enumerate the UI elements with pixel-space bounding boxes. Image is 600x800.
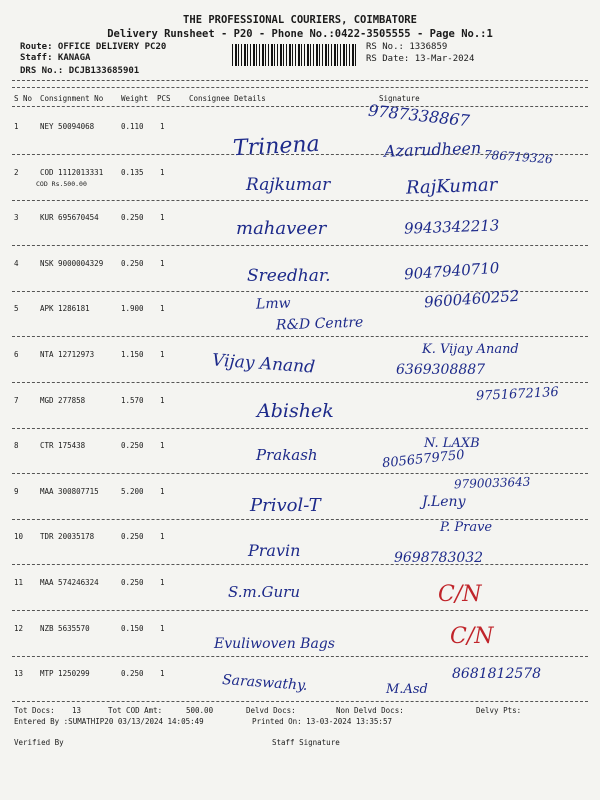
- handwritten-signature-line3: R&D Centre: [275, 314, 364, 334]
- handwritten-consignee: Trinena: [232, 131, 321, 162]
- row-pcs: 1: [160, 304, 165, 314]
- row-sno: 1: [14, 122, 19, 131]
- staff-label: Staff: KANAGA: [20, 53, 91, 63]
- row-consignment-no: NZB 5635570: [40, 623, 90, 633]
- row-weight: 1.570: [121, 395, 144, 405]
- tot-cod-value: 500.00: [186, 706, 214, 715]
- row-sno: 5: [14, 304, 19, 314]
- handwritten-signature-line2: 6369308887: [396, 362, 486, 378]
- row-sno: 11: [14, 578, 24, 587]
- handwritten-signature: RajKumar: [405, 174, 498, 199]
- delvd-docs: Delvd Docs:: [246, 706, 296, 715]
- row-divider: [12, 701, 588, 702]
- drs-number: DRS No.: DCJB133685901: [20, 66, 140, 76]
- col-consignment: Consignment No: [40, 94, 104, 103]
- runsheet-subtitle: Delivery Runsheet - P20 - Phone No.:0422-3505555 - Page No.:1: [107, 28, 493, 40]
- row-consignment-no: MGD 277858: [40, 395, 86, 405]
- verified-by: Verified By: [14, 738, 64, 747]
- row-consignment-no: TDR 20035178: [40, 532, 95, 542]
- handwritten-signature-line2: Azarudheen: [383, 138, 482, 161]
- handwritten-consignee: Privol-T: [250, 495, 321, 516]
- row-weight: 0.110: [121, 122, 144, 131]
- rs-number: RS No.: 1336859: [366, 42, 448, 52]
- row-sno: 12: [14, 623, 24, 633]
- row-sno: 6: [14, 350, 19, 359]
- row-sno: 7: [14, 395, 19, 405]
- row-consignment-no: COD 1112013331: [40, 167, 104, 177]
- row-pcs: 1: [160, 122, 165, 131]
- row-pcs: 1: [160, 623, 165, 633]
- handwritten-signature: 9600460252: [423, 286, 520, 312]
- row-consignment-no: MTP 1250299: [40, 669, 90, 679]
- row-pcs: 1: [160, 213, 165, 223]
- row-pcs: 1: [160, 441, 165, 451]
- row-consignment-no: CTR 175438: [40, 441, 86, 451]
- header-top-divider-2: [12, 87, 588, 88]
- row-weight: 0.250: [121, 213, 144, 223]
- handwritten-consignee: Vijay Anand: [211, 350, 316, 378]
- col-weight: Weight: [121, 94, 149, 103]
- handwritten-signature-line2: 8056579750: [381, 447, 466, 472]
- row-weight: 0.135: [121, 167, 144, 177]
- handwritten-signature: 9943342213: [403, 216, 500, 238]
- handwritten-consignee: S.m.Guru: [228, 583, 300, 601]
- row-sno: 2: [14, 167, 19, 177]
- staff-signature: Staff Signature: [272, 738, 340, 747]
- non-delvd-docs: Non Delvd Docs:: [336, 706, 404, 715]
- row-weight: 1.150: [121, 350, 144, 359]
- handwritten-signature-line3: 786719326: [483, 147, 554, 167]
- company-title: THE PROFESSIONAL COURIERS, COIMBATORE: [183, 14, 417, 26]
- handwritten-consignee: Prakash: [256, 446, 318, 464]
- row-sno: 8: [14, 441, 19, 451]
- handwritten-consignee: Pravin: [248, 541, 301, 560]
- row-consignment-no: KUR 695670454: [40, 213, 99, 223]
- row-pcs: 1: [160, 167, 165, 177]
- handwritten-signature-line2: J.Leny: [422, 494, 466, 510]
- row-consignment-no: NTA 12712973: [40, 350, 95, 359]
- row-consignment-no: APK 1286181: [40, 304, 90, 314]
- row-weight: 0.250: [121, 669, 144, 679]
- row-sno: 3: [14, 213, 19, 223]
- col-pcs: PCS: [157, 94, 171, 103]
- col-signature: Signature: [379, 94, 420, 103]
- handwritten-signature: C/N: [438, 582, 482, 607]
- row-pcs: 1: [160, 395, 165, 405]
- handwritten-signature: 9047940710: [403, 258, 500, 284]
- row-consignment-no: NSK 9000004329: [40, 258, 104, 268]
- row-pcs: 1: [160, 578, 165, 587]
- handwritten-signature: 9790033643: [453, 474, 531, 492]
- tot-cod-label: Tot COD Amt:: [108, 706, 163, 715]
- handwritten-signature: 8681812578: [452, 666, 542, 682]
- header-bottom-divider: [12, 106, 588, 107]
- printed-on: Printed On: 13-03-2024 13:35:57: [252, 717, 392, 726]
- handwritten-signature: 9787338867: [367, 100, 471, 131]
- row-weight: 5.200: [121, 486, 144, 496]
- row-sno: 4: [14, 258, 19, 268]
- route-label: Route: OFFICE DELIVERY PC20: [20, 42, 167, 52]
- tot-docs-label: Tot Docs:: [14, 706, 55, 715]
- row-consignment-no: MAA 574246324: [40, 578, 99, 587]
- row-weight: 0.250: [121, 578, 144, 587]
- handwritten-signature: 9751672136: [475, 384, 560, 405]
- handwritten-consignee: Evuliwoven Bags: [214, 636, 335, 652]
- row-pcs: 1: [160, 669, 165, 679]
- handwritten-consignee: Lmw: [255, 295, 291, 313]
- row-weight: 0.250: [121, 258, 144, 268]
- handwritten-signature: P. Prave: [440, 520, 493, 535]
- table-row: [0, 566, 600, 610]
- row-consignment-no: MAA 300807715: [40, 486, 99, 496]
- barcode: [232, 44, 358, 66]
- entered-by: Entered By :SUMATHIP20 03/13/2024 14:05:49: [14, 717, 204, 726]
- handwritten-consignee: Abishek: [257, 400, 334, 422]
- row-weight: 0.150: [121, 623, 144, 633]
- row-pcs: 1: [160, 486, 165, 496]
- col-sno: S No: [14, 94, 33, 103]
- row-pcs: 1: [160, 258, 165, 268]
- row-weight: 0.250: [121, 532, 144, 542]
- rs-date: RS Date: 13-Mar-2024: [366, 54, 475, 64]
- row-pcs: 1: [160, 350, 165, 359]
- handwritten-signature-line2: 9698783032: [394, 550, 484, 566]
- handwritten-signature: K. Vijay Anand: [422, 342, 519, 357]
- handwritten-consignee: Sreedhar.: [247, 266, 331, 286]
- row-sno: 13: [14, 669, 24, 679]
- handwritten-signature: C/N: [450, 624, 494, 649]
- handwritten-signature-line2: M.Asd: [386, 682, 428, 697]
- delvy-pts: Delvy Pts:: [476, 706, 522, 715]
- row-pcs: 1: [160, 532, 165, 542]
- row-weight: 1.900: [121, 304, 144, 314]
- handwritten-consignee: Rajkumar: [246, 175, 331, 195]
- handwritten-consignee: Saraswathy.: [221, 672, 309, 694]
- handwritten-consignee: mahaveer: [236, 218, 327, 239]
- row-consignment-no: NEY 50094068: [40, 122, 95, 131]
- row-sno: 9: [14, 486, 19, 496]
- row-weight: 0.250: [121, 441, 144, 451]
- header-top-divider: [12, 80, 588, 81]
- row-cod-note: COD Rs.500.00: [36, 179, 87, 188]
- tot-docs-value: 13: [72, 706, 82, 715]
- col-consignee: Consignee Details: [189, 94, 266, 103]
- row-sno: 10: [14, 532, 24, 542]
- handwritten-signature: N. LAXB: [424, 436, 480, 451]
